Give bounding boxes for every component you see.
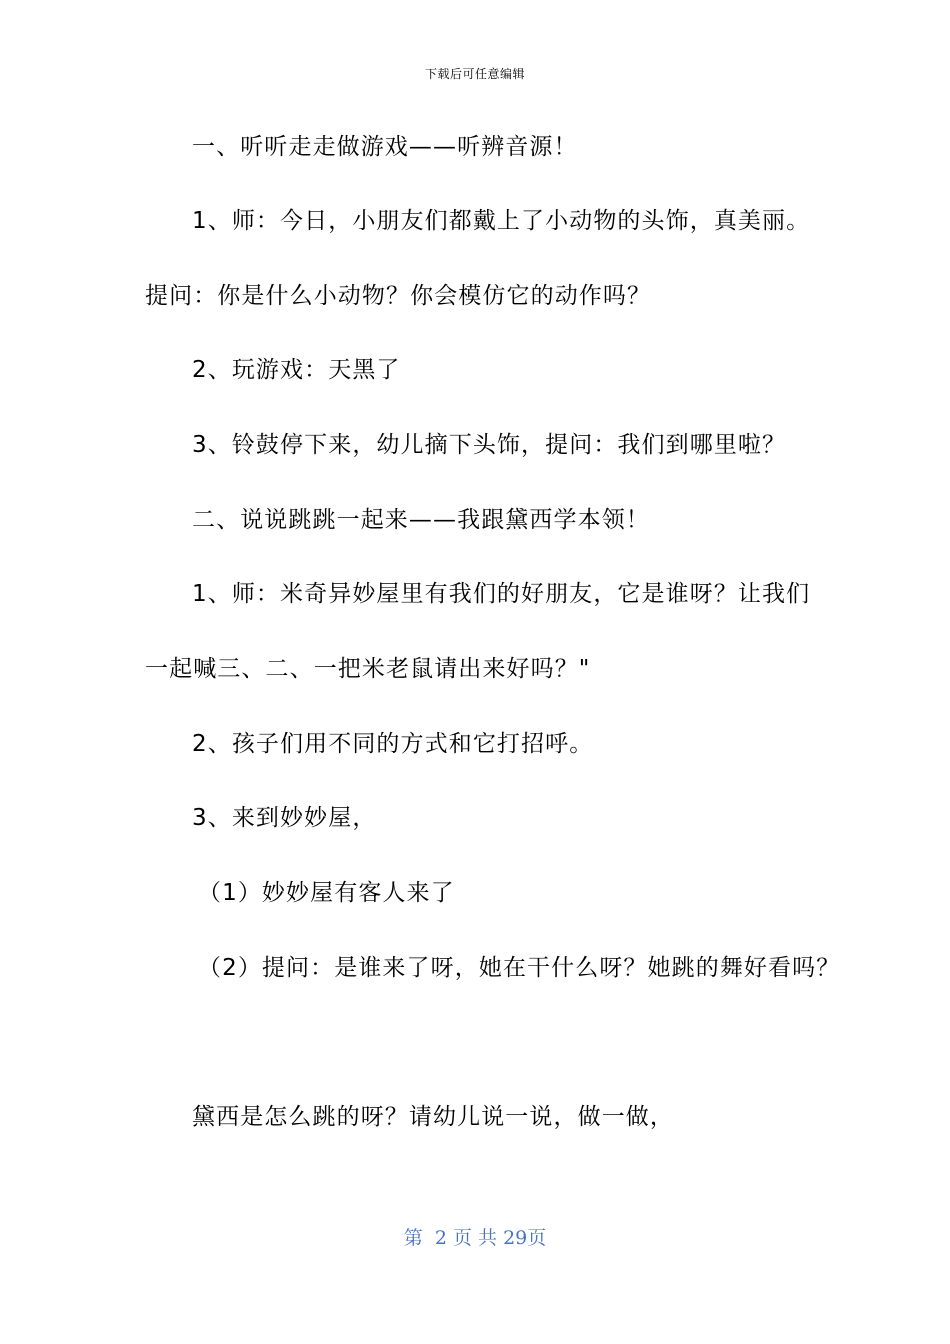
footer-suffix: 页 — [527, 1227, 547, 1249]
paragraph-line: 黛西是怎么跳的呀？请幼儿说一说，做一做， — [192, 1104, 674, 1130]
paragraph-line: 提问：你是什么小动物？你会模仿它的动作吗？ — [145, 283, 652, 309]
paragraph-line: 一起喊三、二、一把米老鼠请出来好吗？" — [145, 656, 591, 682]
footer-middle: 页 共 — [452, 1227, 498, 1249]
paragraph-line: （2）提问：是谁来了呀，她在干什么呀？她跳的舞好看吗？ — [198, 955, 841, 981]
paragraph-line: 2、玩游戏：天黑了 — [192, 357, 401, 383]
paragraph-line: 1、师：米奇异妙屋里有我们的好朋友，它是谁呀？让我们 — [192, 581, 811, 607]
paragraph-line: 2、孩子们用不同的方式和它打招呼。 — [192, 731, 594, 757]
section-heading-1: 一、听听走走做游戏——听辨音源！ — [192, 134, 578, 160]
page-header: 下载后可任意编辑 — [424, 67, 525, 81]
footer-prefix: 第 — [403, 1227, 423, 1249]
footer-total-pages: 29 — [503, 1227, 528, 1249]
paragraph-line: 1、师：今日，小朋友们都戴上了小动物的头饰，真美丽。 — [192, 208, 811, 234]
section-heading-2: 二、说说跳跳一起来——我跟黛西学本领！ — [192, 507, 650, 533]
paragraph-line: 3、来到妙妙屋， — [192, 805, 377, 831]
page-footer — [0, 1226, 950, 1250]
paragraph-line: （1）妙妙屋有客人来了 — [198, 880, 455, 906]
footer-current-page: 2 — [434, 1227, 447, 1249]
paragraph-line: 3、铃鼓停下来，幼儿摘下头饰，提问：我们到哪里啦？ — [192, 432, 787, 458]
